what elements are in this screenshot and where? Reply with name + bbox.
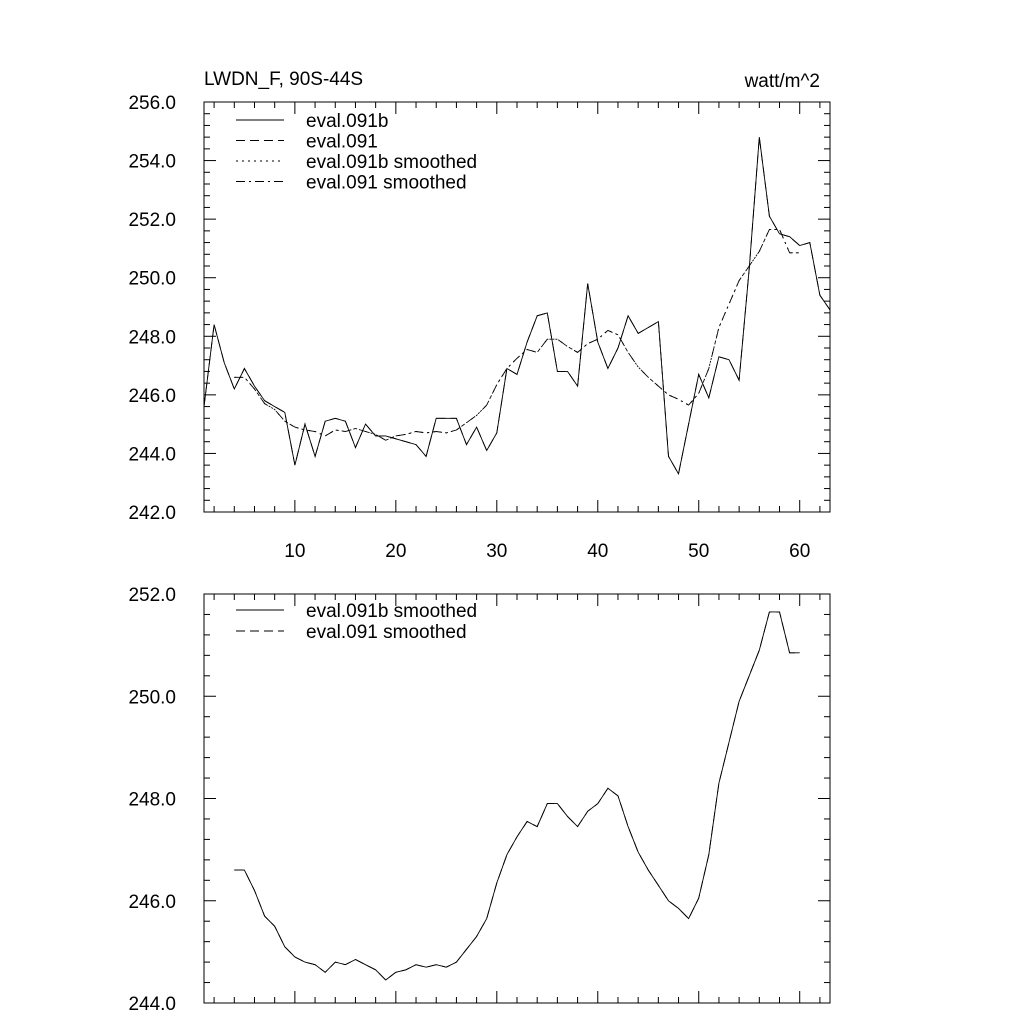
y-tick-label: 246.0 xyxy=(128,891,176,913)
x-tick-label: 10 xyxy=(284,541,306,562)
y-tick-label: 244.0 xyxy=(128,994,176,1015)
series-line-1 xyxy=(204,137,830,474)
y-tick-label: 244.0 xyxy=(128,444,176,466)
top-panel xyxy=(128,93,830,562)
y-tick-label: 256.0 xyxy=(128,93,176,114)
legend-label: eval.091 smoothed xyxy=(306,172,467,194)
plot-frame xyxy=(204,102,830,512)
series-line-4 xyxy=(234,229,799,440)
x-tick-label: 30 xyxy=(486,541,508,562)
y-tick-label: 248.0 xyxy=(128,327,176,349)
y-tick-label: 242.0 xyxy=(128,503,176,524)
x-tick-label: 40 xyxy=(587,541,609,562)
legend-label: eval.091b smoothed xyxy=(306,601,478,622)
y-tick-label: 252.0 xyxy=(128,210,176,232)
x-tick-label: 20 xyxy=(385,541,407,562)
y-tick-label: 250.0 xyxy=(128,687,176,709)
legend-label: eval.091 xyxy=(306,131,378,153)
chart-title: LWDN_F, 90S-44S xyxy=(204,69,364,90)
plot-frame xyxy=(204,594,830,1003)
y-tick-label: 254.0 xyxy=(128,151,176,173)
series-line-1 xyxy=(234,612,799,980)
y-tick-label: 250.0 xyxy=(128,268,176,290)
legend-label: eval.091b smoothed xyxy=(306,152,478,173)
legend-label: eval.091b xyxy=(306,111,389,132)
series-line-2 xyxy=(234,612,799,980)
bottom-panel xyxy=(128,585,830,1015)
y-tick-label: 246.0 xyxy=(128,385,176,407)
chart-units: watt/m^2 xyxy=(744,71,820,92)
series-line-2 xyxy=(204,137,830,474)
series-line-3 xyxy=(234,229,799,440)
y-tick-label: 248.0 xyxy=(128,789,176,811)
x-tick-label: 60 xyxy=(789,541,811,562)
y-tick-label: 252.0 xyxy=(128,585,176,606)
legend-label: eval.091 smoothed xyxy=(306,622,467,643)
x-tick-label: 50 xyxy=(688,541,710,562)
